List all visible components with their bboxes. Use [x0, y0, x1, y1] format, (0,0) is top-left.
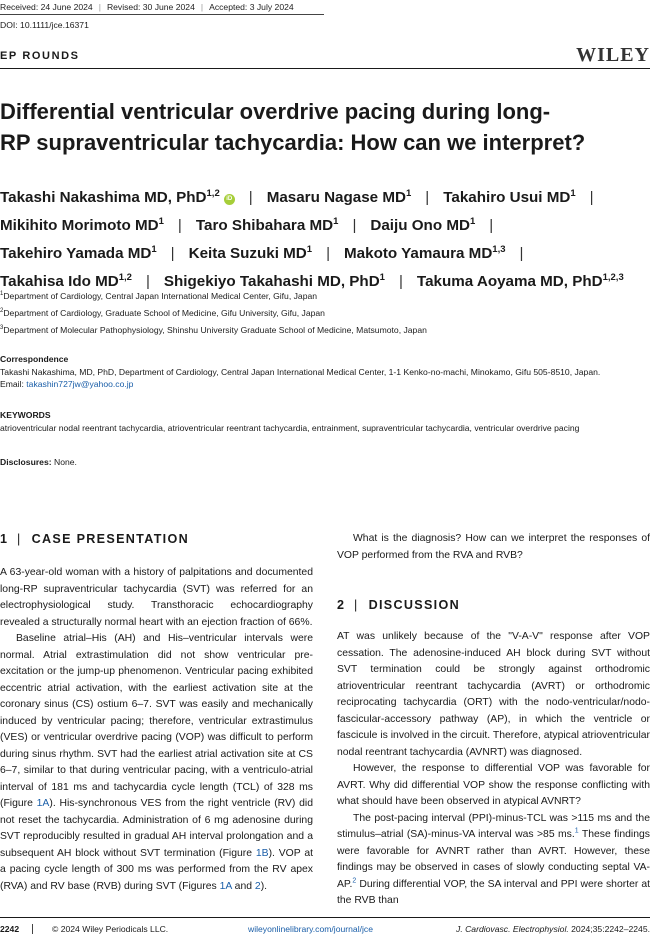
- author-sup: 1: [570, 188, 576, 199]
- case-paragraph-2: [0, 631, 313, 895]
- keywords-label: KEYWORDS: [0, 410, 51, 420]
- affiliation-sup: 2: [0, 308, 4, 315]
- publisher-logo: WILEY: [576, 44, 650, 66]
- section-number: 1: [0, 532, 8, 546]
- discussion-paragraph-2: However, the response to differential VOP was favorable for AVRT. Why did differential VOP show the response conflicting with what should have been observed in atypical AVNRT?: [337, 763, 650, 807]
- affiliation: [0, 291, 650, 301]
- author-name[interactable]: Mikihito Morimoto MD: [0, 217, 159, 235]
- figure-link[interactable]: 2: [254, 880, 261, 892]
- author-name[interactable]: Takahisa Ido MD: [0, 273, 119, 291]
- author-sup: 1: [306, 244, 313, 256]
- author-separator: |: [489, 217, 494, 235]
- discussion-paragraph-3: [337, 811, 650, 910]
- header-rule: [0, 14, 324, 15]
- disclosures: [0, 457, 77, 467]
- case-text: ).: [260, 880, 268, 892]
- author-name[interactable]: Takahiro Usui MD: [443, 189, 571, 207]
- author-name[interactable]: Daiju Ono MD: [370, 217, 470, 235]
- question-paragraph: [337, 531, 650, 564]
- author-sup: 1: [333, 216, 339, 228]
- footer-rule: [0, 917, 650, 918]
- affiliation-text: Department of Molecular Pathophysiology, Shinshu University Graduate School of Medicine, Matsumoto, Japan: [3, 325, 427, 335]
- author-line-1: [0, 182, 650, 210]
- disclosures-label: Disclosures:: [0, 457, 52, 467]
- reference-link[interactable]: 1: [574, 827, 579, 835]
- section-pipe: |: [354, 598, 359, 612]
- author-separator: |: [352, 217, 357, 235]
- keywords-text: atrioventricular nodal reentrant tachycardia, atrioventricular reentrant tachycardia, entrainment, supraventricular tachycardia, ventricular overdrive pacing: [0, 423, 580, 433]
- author-line-2: [0, 210, 650, 238]
- affiliation-sup: 3: [0, 325, 4, 332]
- author-name[interactable]: Masaru Nagase MD: [266, 189, 406, 207]
- author-sup: 1: [469, 216, 476, 228]
- citation: [456, 924, 650, 934]
- journal-name: J. Cardiovasc. Electrophysiol.: [456, 924, 569, 934]
- author-sup: 1: [158, 216, 164, 228]
- article-dates: [0, 2, 294, 12]
- author-sup: 1,3: [492, 244, 506, 256]
- author-name[interactable]: Shigekiyo Takahashi MD, PhD: [163, 273, 380, 291]
- author-sup: 1,2: [118, 272, 132, 284]
- author-separator: |: [425, 189, 430, 207]
- discussion-paragraph-1: AT was unlikely because of the "V-A-V" response after VOP cessation. The adenosine-induced AH block during SVT without SVT termination could be strongly against orthodromic atrioventricular reentrant tachycardia (AVRT) or orthodromic reciprocating tachycardia (ORT) with the nodo-ventricular/nodo-fascicular-accessory pathway (AP), in which the ventricle or fascicule is involved in the circuit. Therefore, atypical atrioventricular nodal reentrant tachycardia (AVNRT) was diagnosed.: [337, 631, 650, 758]
- title-line-2: RP supraventricular tachycardia: How can we interpret?: [0, 130, 586, 155]
- case-text: ). His-synchronous VES from the right ventricle (RV) did not reset the tachycardia. Administration of 6 mg adenosine during SVT reproducibly resulted in gradual AH interval prolongation and a subsequent AH block without SVT termination (Figure: [0, 798, 313, 859]
- correspondence-label: Correspondence: [0, 354, 69, 364]
- author-line-3: [0, 238, 650, 266]
- author-name[interactable]: Keita Suzuki MD: [188, 245, 307, 263]
- author-name[interactable]: Makoto Yamaura MD: [344, 245, 493, 263]
- section-label: EP ROUNDS: [0, 50, 80, 62]
- section-number: 2: [337, 598, 345, 612]
- author-separator: |: [248, 189, 253, 207]
- author-name[interactable]: Takashi Nakashima MD, PhD: [0, 189, 207, 207]
- section-title: DISCUSSION: [368, 598, 460, 612]
- case-paragraph-1: A 63-year-old woman with a history of palpitations and documented long-RP supraventricular tachycardia (SVT) was referred for an electrophysiological study. Transthoracic echocardiography revealed a structurally normal heart with an ejection fraction of 66%.: [0, 567, 313, 628]
- author-sup: 1: [405, 188, 412, 199]
- case-text: and: [231, 880, 255, 892]
- reference-link[interactable]: 2: [352, 877, 357, 885]
- doi[interactable]: DOI: 10.1111/jce.16371: [0, 20, 89, 30]
- figure-link[interactable]: 1A: [36, 798, 50, 809]
- section-pipe: |: [17, 532, 22, 546]
- author-name[interactable]: Taro Shibahara MD: [195, 217, 334, 235]
- affiliation-text: Department of Cardiology, Graduate School of Medicine, Gifu University, Gifu, Japan: [3, 308, 325, 318]
- page-number: 2242: [0, 924, 20, 934]
- figure-link[interactable]: 1A: [219, 880, 232, 892]
- affiliation-text: Department of Cardiology, Central Japan International Medical Center, Gifu, Japan: [3, 291, 318, 301]
- citation-detail: 2024;35:2242–2245.: [571, 924, 650, 934]
- case-text: Baseline atrial–His (AH) and His–ventricular intervals were normal. Atrial extrastimulation did not show ventricular pre-excitation or the jump-up phenomenon. Ventricular pacing exhibited eccentric atrial activation, with the earliest activation site at the coronary sinus (CS) ostium 6–7. SVT was easily and mechanically induced by ventricular pacing; therefore, ventricular extrastimulus (VES) or ventricular overdrive pacing (VOP) was difficult to perform during sinus rhythm. SVT had the earliest atrial activation site at CS 6–7, similar to that during ventricular pacing, with a ventriculo-atrial interval of 181 ms and tachycardia cycle length (TCL) of 328 ms (Figure: [0, 633, 313, 809]
- affiliation-sup: 1: [0, 291, 4, 298]
- author-separator: |: [589, 189, 594, 207]
- correspondence-email-line: [0, 378, 650, 390]
- author-separator: |: [519, 245, 524, 263]
- figure-link[interactable]: 1B: [255, 847, 269, 859]
- email-link[interactable]: takashin727jw@yahoo.co.jp: [26, 379, 134, 389]
- journal-url-link[interactable]: wileyonlinelibrary.com/journal/jce: [248, 924, 373, 934]
- date-separator: |: [200, 2, 204, 12]
- revised-date: Revised: 30 June 2024: [106, 2, 195, 12]
- article-title: [0, 96, 640, 158]
- section-heading-discussion: [337, 598, 460, 612]
- right-column: [337, 629, 650, 910]
- author-sup: 1,2,3: [602, 272, 624, 284]
- date-separator: |: [98, 2, 101, 12]
- affiliation: [0, 325, 650, 335]
- author-name[interactable]: Takuma Aoyama MD, PhD: [416, 273, 603, 291]
- affiliation: [0, 308, 650, 318]
- title-line-1: Differential ventricular overdrive pacing during long-: [0, 99, 551, 124]
- discussion-text: These findings were favorable for AVNRT rather than AVRT. However, these findings may be observed in cases of slowly conducting septal VA-AP.: [337, 829, 650, 890]
- section-rule: [0, 68, 650, 69]
- section-title: CASE PRESENTATION: [31, 532, 189, 546]
- correspondence-text: [0, 366, 650, 390]
- footer-divider: [32, 924, 33, 935]
- author-separator: |: [145, 273, 150, 291]
- received-date: Received: 24 June 2024: [0, 2, 93, 12]
- copyright: © 2024 Wiley Periodicals LLC.: [52, 924, 169, 934]
- case-text: ). VOP at a pacing cycle length of 300 ms was performed from the RV apex (RVA) and RV base (RVB) during SVT (Figures: [0, 847, 313, 892]
- journal-url[interactable]: [248, 924, 373, 934]
- author-separator: |: [170, 245, 175, 263]
- discussion-text: The post-pacing interval (PPI)-minus-TCL was >115 ms and the stimulus–atrial (SA)-minus-VA interval was >85 ms.: [337, 812, 650, 840]
- accepted-date: Accepted: 3 July 2024: [209, 2, 294, 12]
- author-separator: |: [177, 217, 182, 235]
- author-sup: 1: [151, 244, 157, 256]
- email-label: Email:: [0, 379, 24, 389]
- section-heading-case: [0, 532, 189, 546]
- author-list: [0, 182, 650, 294]
- author-sup: 1: [379, 272, 385, 284]
- author-name[interactable]: Takehiro Yamada MD: [0, 245, 152, 263]
- left-column: [0, 565, 313, 895]
- discussion-text: During differential VOP, the SA interval and PPI were shorter at the RVB than: [337, 878, 650, 906]
- orcid-icon[interactable]: iD: [224, 194, 235, 205]
- question-text: What is the diagnosis? How can we interpret the responses of VOP performed from the RVA and RVB?: [337, 533, 650, 561]
- author-sup: 1,2: [206, 188, 220, 199]
- disclosures-text: None.: [53, 457, 77, 467]
- author-separator: |: [326, 245, 331, 263]
- author-separator: |: [398, 273, 403, 291]
- correspondence-address: Takashi Nakashima, MD, PhD, Department of Cardiology, Central Japan International Medical Center, 1-1 Kenko-no-machi, Minokamo, Gifu 505-8510, Japan.: [0, 367, 601, 377]
